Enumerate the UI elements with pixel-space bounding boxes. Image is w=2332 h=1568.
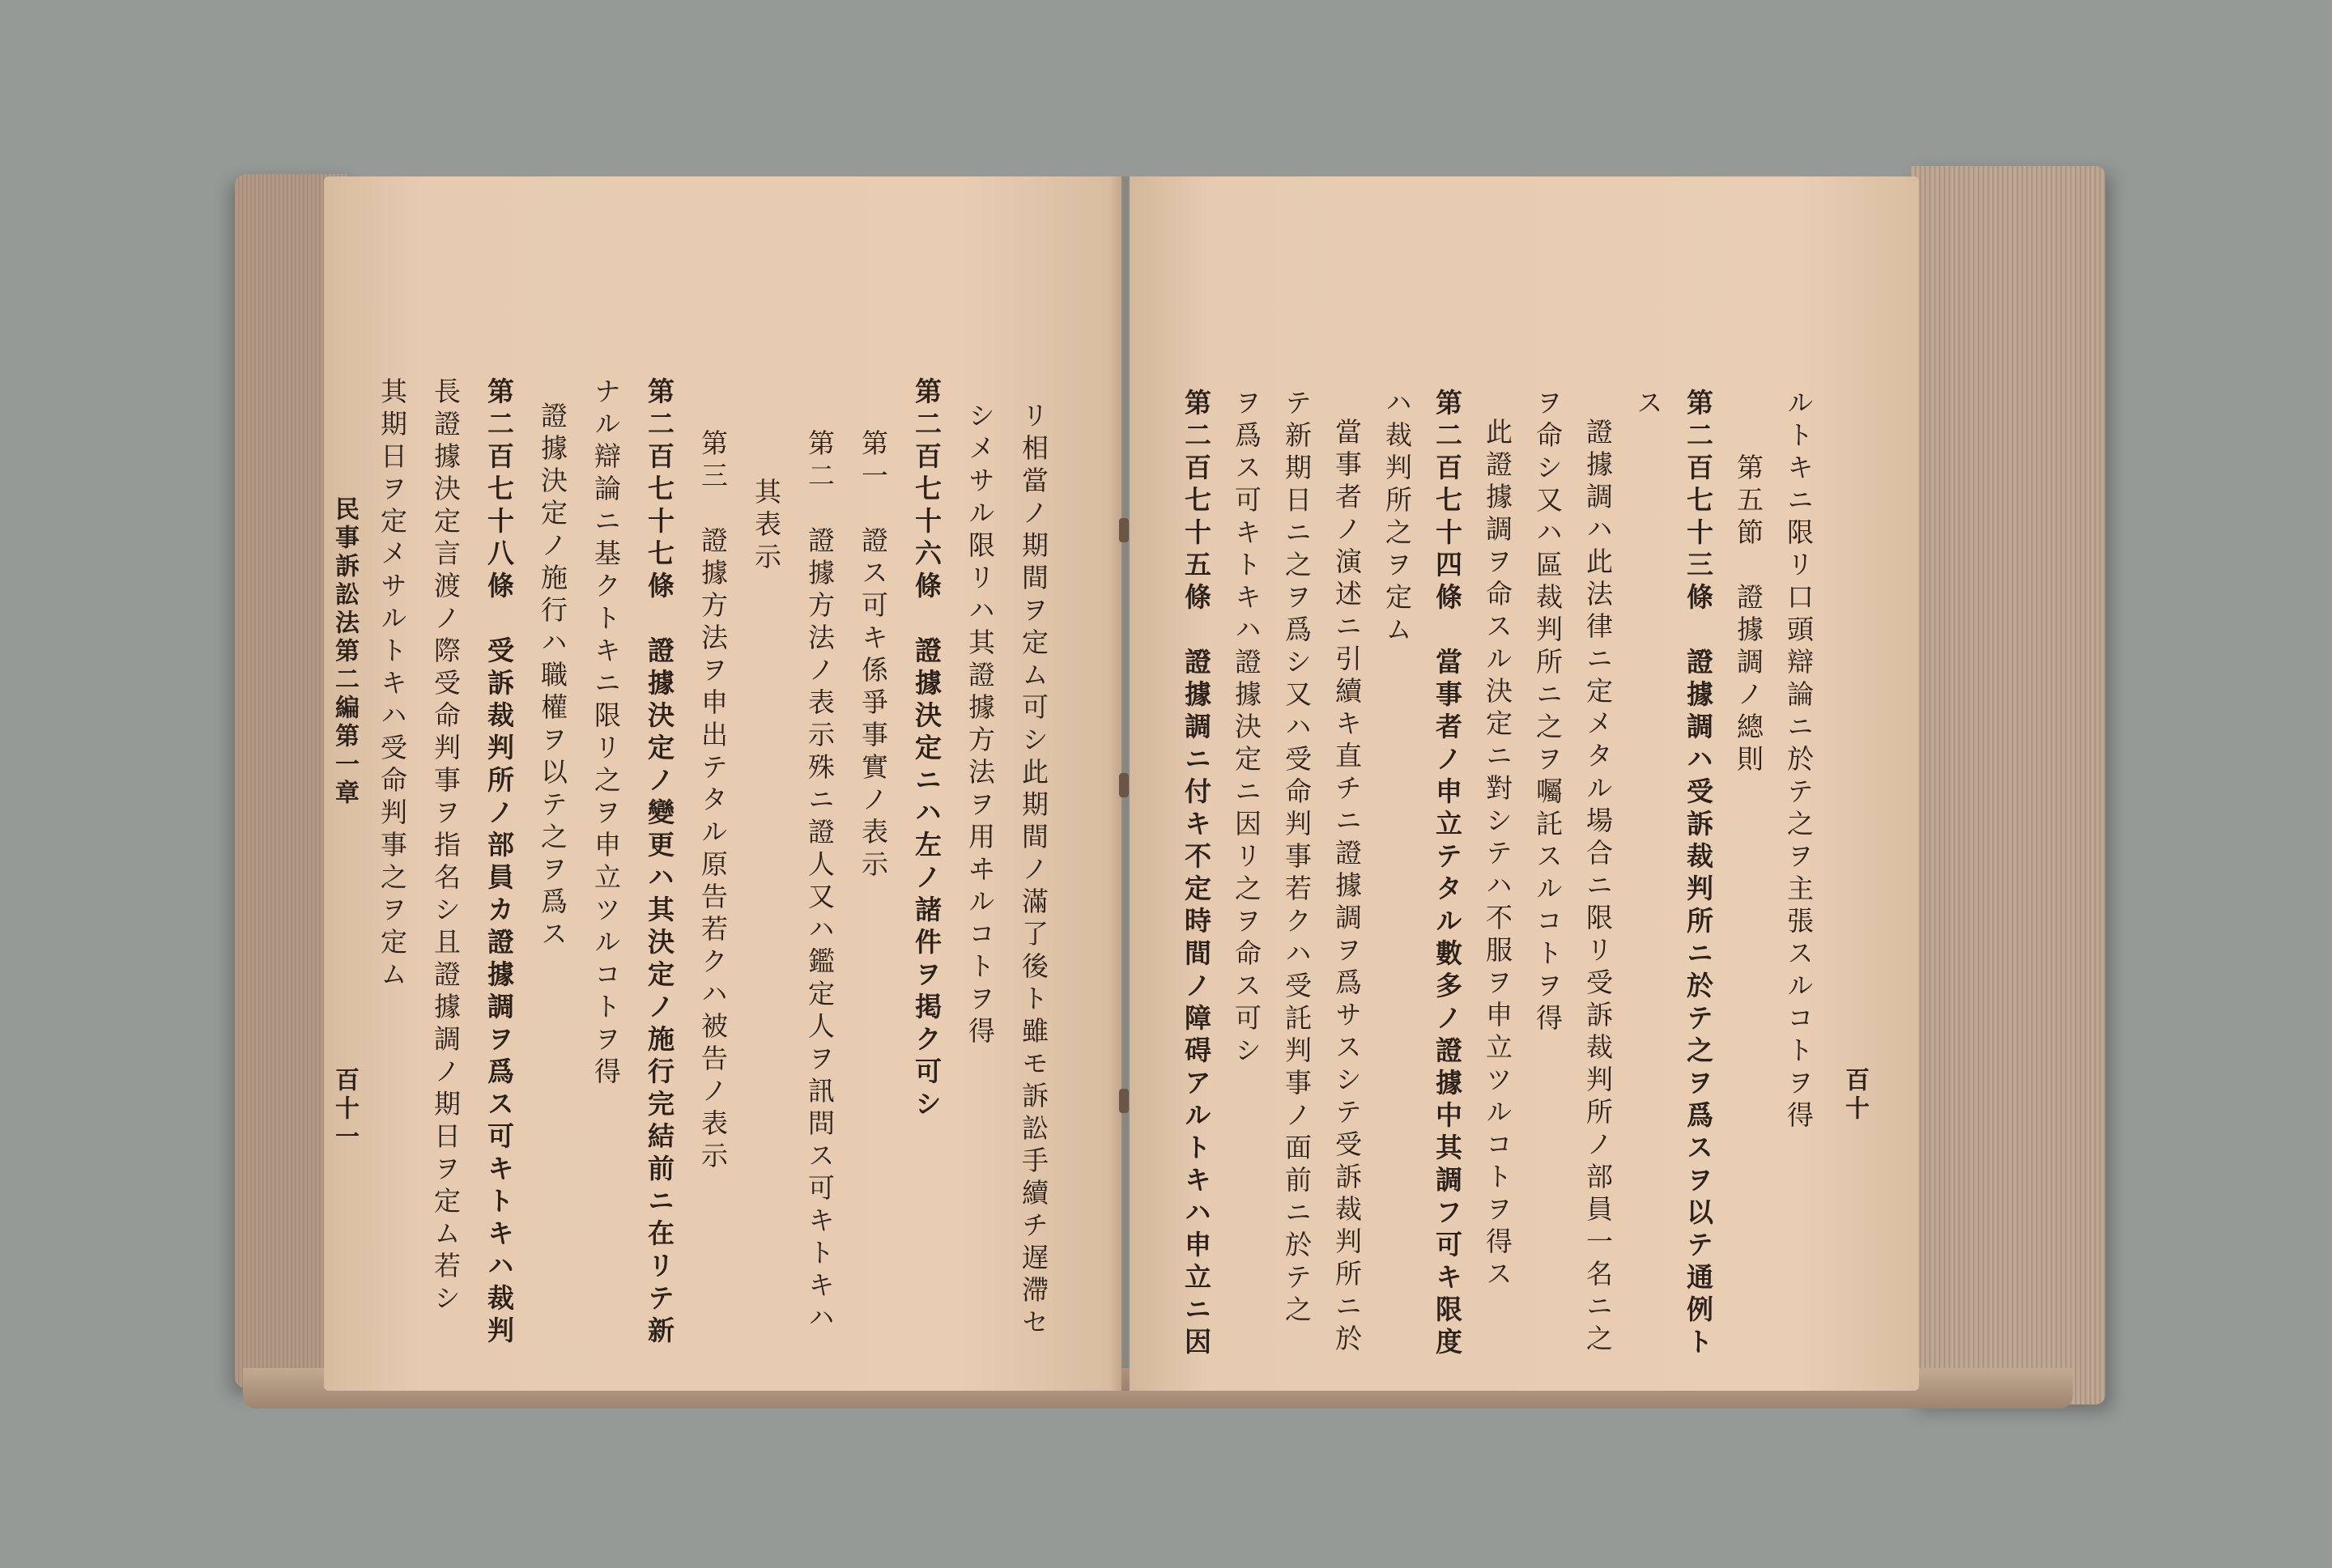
section-heading: 第五節 證據調ノ總則 (1733, 453, 1764, 777)
text-line: 第二 證據方法ノ表示殊ニ證人又ハ鑑定人ヲ訊問ス可キトキハ (804, 429, 836, 1336)
text-line: ルトキニ限リ口頭辯論ニ於テ之ヲ主張スルコトヲ得 (1783, 389, 1815, 1133)
page-number: 百十 (1840, 1067, 1869, 1124)
text-line: ヲ命シ又ハ區裁判所ニ之ヲ囑託スルコトヲ得 (1532, 389, 1564, 1036)
text-line: 證據調ハ此法律ニ定メタル場合ニ限リ受訴裁判所ノ部員一名ニ之 (1582, 418, 1614, 1357)
text-line: 此證據調ヲ命スル決定ニ對シテハ不服ヲ申立ツルコトヲ得ス (1482, 418, 1513, 1292)
left-page (324, 176, 1121, 1391)
text-line: 其期日ヲ定メサルトキハ受命判事之ヲ定ム (377, 377, 408, 992)
text-line: ヲ爲ス可キトキハ證據決定ニ因リ之ヲ命ス可シ (1231, 389, 1262, 1069)
text-line: 長證據決定言渡ノ際受命判事ヲ指名シ且證據調ノ期日ヲ定ム若シ (430, 377, 462, 1316)
article-heading: 第二百七十三條 證據調ハ受訴裁判所ニ於テ之ヲ爲スヲ以テ通例ト (1683, 389, 1714, 1360)
article-heading: 第二百七十六條 證據決定ニハ左ノ諸件ヲ掲ク可シ (911, 377, 943, 1122)
article-heading: 第二百七十八條 受訴裁判所ノ部員カ證據調ヲ爲ス可キトキハ裁判 (483, 377, 515, 1349)
text-line: シメサル限リハ其證據方法ヲ用ヰルコトヲ得 (964, 402, 996, 1049)
article-heading: 第二百七十五條 證據調ニ付キ不定時間ノ障碍アルトキハ申立ニ因 (1181, 389, 1212, 1360)
page-edges-right (1911, 166, 2105, 1404)
right-page (1130, 176, 1919, 1391)
text-line: ナル辯論ニ基クトキニ限リ之ヲ申立ツルコトヲ得 (590, 377, 622, 1090)
running-head: 民事訴訟法第二編第一章 (330, 496, 359, 808)
text-line: 第三 證據方法ヲ申出テタル原告若クハ被告ノ表示 (697, 429, 729, 1174)
text-line: リ相當ノ期間ヲ定ム可シ此期間ノ滿了後ト雖モ訴訟手續チ遅滯セ (1018, 402, 1049, 1341)
text-line: 證據決定ノ施行ハ職權ヲ以テ之ヲ爲ス (537, 402, 568, 952)
page-number: 百十一 (330, 1067, 359, 1152)
binding-stitch (1119, 1089, 1129, 1113)
binding-stitch (1119, 518, 1129, 542)
text-line: ハ裁判所之ヲ定ム (1381, 389, 1413, 648)
text-line: 當事者ノ演述ニ引續キ直チニ證據調ヲ爲サスシテ受訴裁判所ニ於 (1331, 418, 1363, 1357)
text-line: 第一 證ス可キ係爭事實ノ表示 (857, 429, 889, 882)
text-line: テ新期日ニ之ヲ爲シ又ハ受命判事若クハ受託判事ノ面前ニ於テ之 (1281, 389, 1313, 1328)
text-line: 其表示 (751, 478, 782, 575)
text-line: ス (1632, 389, 1664, 421)
binding-stitch (1119, 773, 1129, 797)
article-heading: 第二百七十四條 當事者ノ申立テタル數多ノ證據中其調フ可キ限度 (1432, 389, 1463, 1360)
article-heading: 第二百七十七條 證據決定ノ變更ハ其決定ノ施行完結前ニ在リテ新 (644, 377, 675, 1349)
